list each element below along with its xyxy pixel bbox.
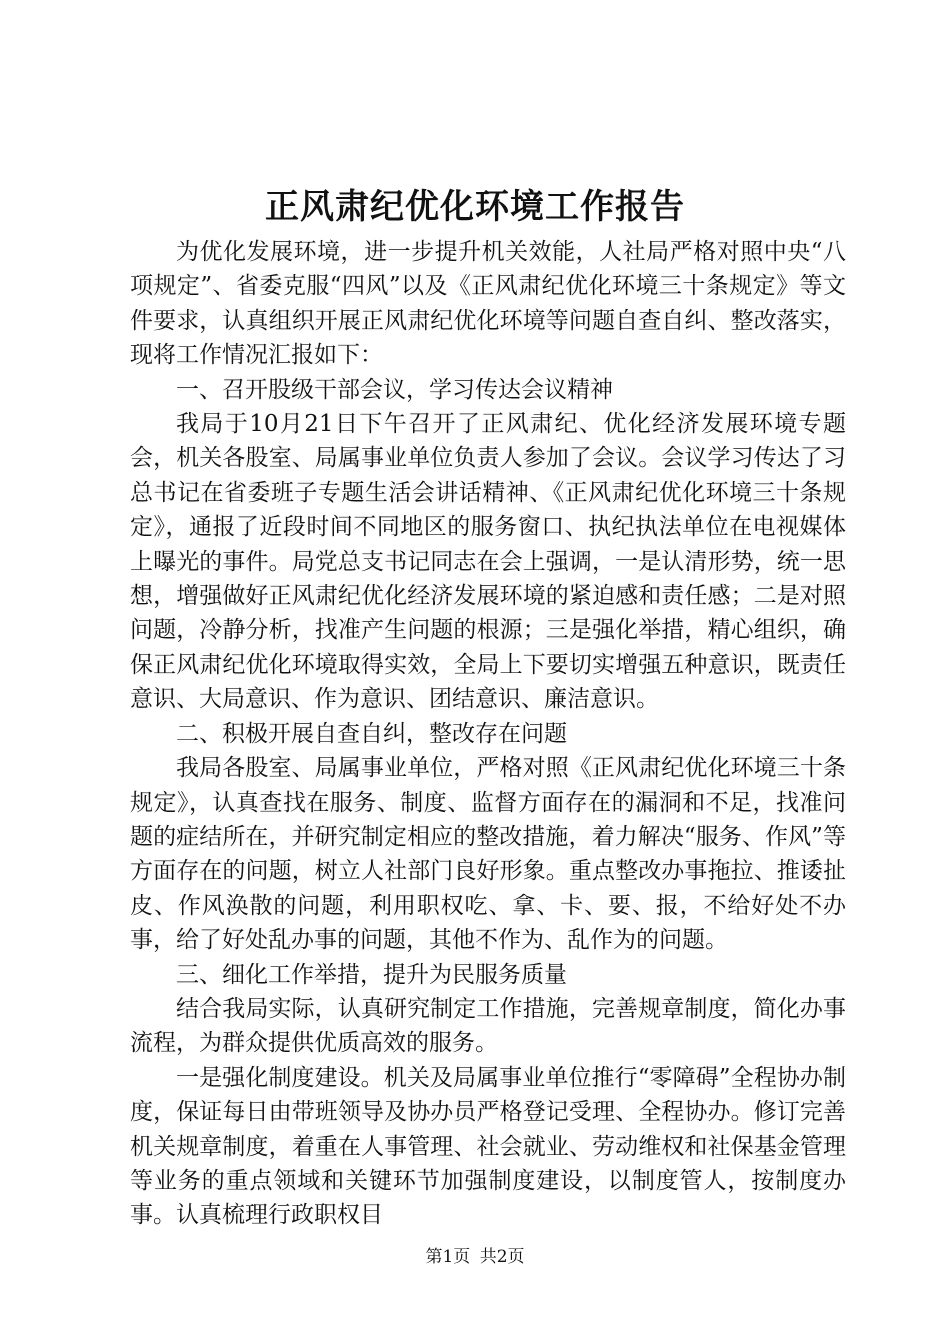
paragraph-section-1: 我局于10月21日下午召开了正风肃纪、优化经济发展环境专题会，机关各股室、局属事业单位负责人参加了会议。会议学习传达了习总书记在省委班子专题生活会讲话精神、《正风肃纪优化环境三十条规定》，通报了近段时间不同地区的服务窗口、执纪执法单位在电视媒体上曝光的事件。局党总支书记同志在会上强调，一是认清形势，统一思想，增强做好正风肃纪优化经济发展环境的紧迫感和责任感；二是对照问题，冷静分析，找准产生问题的根源；三是强化举措，精心组织，确保正风肃纪优化环境取得实效，全局上下要切实增强五种意识，既责任意识、大局意识、作为意识、团结意识、廉洁意识。 <box>130 411 846 713</box>
section-heading-1: 一、召开股级干部会议，学习传达会议精神 <box>176 376 613 403</box>
paragraph-section-3: 结合我局实际，认真研究制定工作措施，完善规章制度，简化办事流程，为群众提供优质高效的服务。 <box>130 995 846 1057</box>
page-number-current: 第1页 <box>425 1247 471 1267</box>
page-number-total: 共2页 <box>479 1247 525 1267</box>
paragraph-intro: 为优化发展环境，进一步提升机关效能，人社局严格对照中央“八项规定”、省委克服“四风”以及《正风肃纪优化环境三十条规定》等文件要求，认真组织开展正风肃纪优化环境等问题自查自纠、整改落实，现将工作情况汇报如下： <box>130 239 846 369</box>
page-footer <box>0 1245 950 1269</box>
section-heading-2: 二、积极开展自查自纠，整改存在问题 <box>176 720 567 747</box>
paragraph-section-3-item-1: 一是强化制度建设。机关及局属事业单位推行“零障碍”全程协办制度，保证每日由带班领导及协办员严格登记受理、全程协办。修订完善机关规章制度，着重在人事管理、社会就业、劳动维权和社保基金管理等业务的重点领域和关键环节加强制度建设，以制度管人，按制度办事。认真梳理行政职权目 <box>130 1064 846 1229</box>
section-heading-3: 三、细化工作举措，提升为民服务质量 <box>176 961 567 988</box>
paragraph-section-2: 我局各股室、局属事业单位，严格对照《正风肃纪优化环境三十条规定》，认真查找在服务、制度、监督方面存在的漏洞和不足，找准问题的症结所在，并研究制定相应的整改措施，着力解决“服务、作风”等方面存在的问题，树立人社部门良好形象。重点整改办事拖拉、推诿扯皮、作风涣散的问题，利用职权吃、拿、卡、要、报，不给好处不办事，给了好处乱办事的问题，其他不作为、乱作为的问题。 <box>130 755 846 954</box>
document-body <box>130 235 846 1233</box>
document-title: 正风肃纪优化环境工作报告 <box>265 187 685 227</box>
